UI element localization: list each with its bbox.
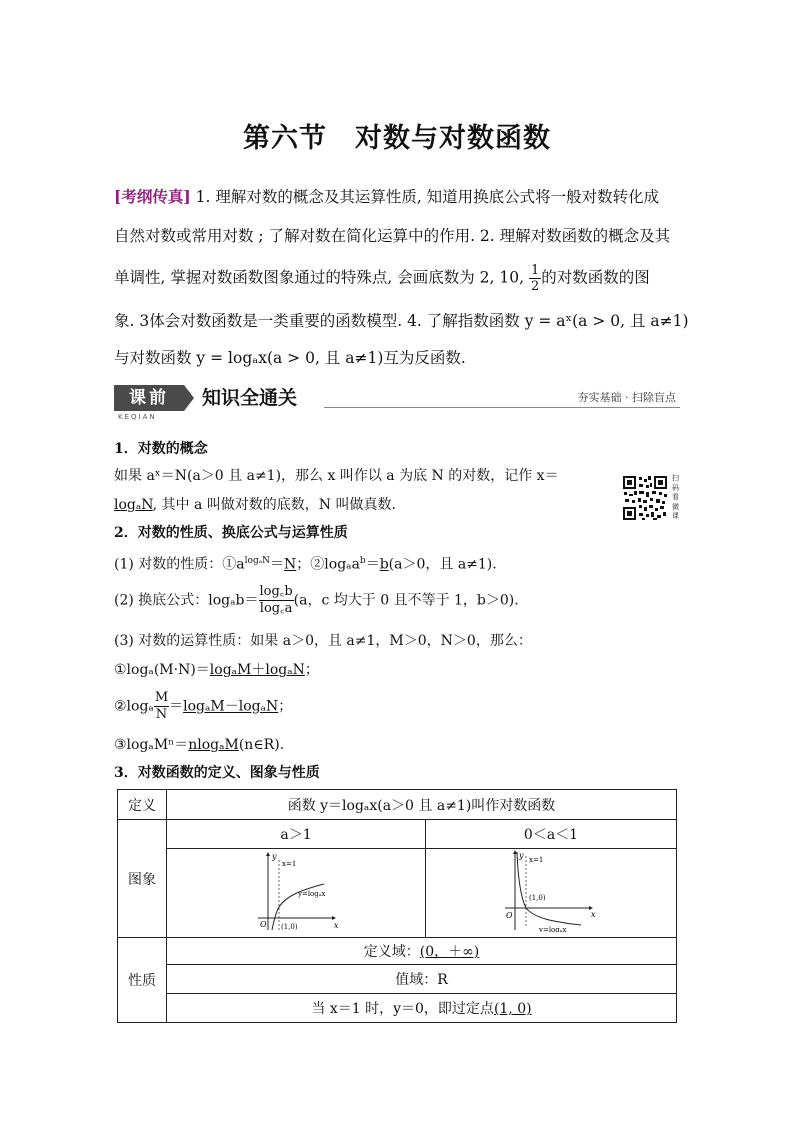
qr-label: 扫码看微课	[672, 474, 679, 520]
banner-badge-arrow	[184, 385, 194, 411]
s2-heading: 2．对数的性质、换底公式与运算性质	[114, 525, 348, 541]
graph-cell-decreasing	[426, 849, 677, 938]
axis-label-y: y	[519, 851, 524, 860]
s2-rule-3: ③logₐMⁿ＝nlogₐM(n∈R).	[114, 737, 285, 753]
answer-blank: logₐN	[114, 497, 153, 513]
quotient-fraction: $\frac{M}{N}$	[154, 690, 169, 722]
intro-line-1: [考纲传真] 1. 理解对数的概念及其运算性质, 知道用换底公式将一般对数转化成	[114, 187, 660, 206]
fixed-point-cell: 当 x＝1 时，y＝0，即过定点(1, 0)	[167, 994, 677, 1023]
axis-label-x: x	[334, 921, 339, 930]
graph-increasing	[246, 850, 346, 932]
row-label-graph: 图象	[118, 820, 167, 938]
row-label-properties: 性质	[118, 938, 167, 1023]
curve-label: y=logₐx	[298, 890, 326, 898]
syllabus-tag: [考纲传真]	[114, 187, 191, 206]
intro-line-2: 自然对数或常用对数 ; 了解对数在简化运算中的作用. 2. 理解对数函数的概念及其	[114, 227, 671, 245]
curve-label: y=logₐx	[539, 926, 567, 932]
domain-cell: 定义域：(0，＋∞)	[167, 938, 677, 965]
intro-line-3: 单调性, 掌握对数函数图象通过的特殊点, 会画底数为 2, 10, $\frac{1}{2}$ 的对数函数的图	[114, 263, 650, 294]
s3-heading: 3．对数函数的定义、图象与性质	[114, 765, 320, 781]
s1-line-2: logₐN, 其中 a 叫做对数的底数，N 叫做真数.	[114, 497, 396, 513]
section-banner	[114, 385, 680, 421]
intro-line-4: 象. 3体会对数函数是一类重要的函数模型. 4. 了解指数函数 y = aˣ(a > 0, 且 a≠1)	[114, 312, 689, 330]
origin-label: O	[260, 920, 267, 929]
point-label: (1,0)	[529, 894, 546, 902]
vertical-line-label: x=1	[529, 856, 544, 864]
col-header-a-gt-1: a＞1	[167, 820, 426, 849]
s2-operation-intro: (3) 对数的运算性质：如果 a＞0，且 a≠1，M＞0，N＞0，那么：	[114, 633, 532, 649]
banner-badge: 课前	[114, 385, 184, 411]
origin-label: O	[506, 911, 513, 920]
log-function-table	[117, 789, 677, 1023]
s1-heading: 1．对数的概念	[114, 441, 208, 457]
qr-code-icon[interactable]	[622, 475, 668, 521]
s2-rule-1: ①logₐ(M·N)＝logₐM＋logₐN；	[114, 662, 319, 678]
page-title: 第六节 对数与对数函数	[243, 123, 551, 154]
s2-change-of-base: (2) 换底公式：logₐb＝ $\frac{\log꜀b}{\log꜀a}$ (a，c 均大于 0 且不等于 1，b＞0).	[114, 584, 519, 616]
range-cell: 值域：R	[167, 965, 677, 994]
intro-line-5: 与对数函数 y = logₐx(a > 0, 且 a≠1)互为反函数.	[114, 349, 466, 367]
banner-divider	[324, 407, 680, 408]
col-header-a-lt-1: 0＜a＜1	[426, 820, 677, 849]
change-of-base-fraction: $\frac{\log꜀b}{\log꜀a}$	[259, 584, 293, 616]
axis-label-x: x	[591, 910, 596, 919]
banner-badge-subtitle: KEQIAN	[118, 413, 157, 421]
row-label-definition: 定义	[118, 790, 167, 820]
banner-heading: 知识全通关	[202, 387, 298, 409]
fraction-half: $\frac{1}{2}$	[530, 263, 540, 294]
graph-decreasing	[501, 850, 601, 932]
axis-label-y: y	[272, 852, 277, 861]
definition-cell: 函数 y＝logₐx(a＞0 且 a≠1)叫作对数函数	[167, 790, 677, 820]
banner-slogan: 夯实基础 · 扫除盲点	[577, 391, 676, 404]
vertical-line-label: x=1	[282, 860, 297, 868]
point-label: (1,0)	[281, 923, 298, 931]
s2-rule-2: ②logₐ $\frac{M}{N}$ ＝logₐM－logₐN；	[114, 690, 293, 722]
s2-property-1: (1) 对数的性质：$①a^{log_aN}=N$；②logₐa$^b$＝b(a＞0，且 a≠1).	[114, 556, 497, 573]
s1-line-1: 如果 aˣ＝N(a＞0 且 a≠1)，那么 x 叫作以 a 为底 N 的对数，记作 x＝	[114, 468, 559, 484]
graph-cell-increasing	[167, 849, 426, 938]
